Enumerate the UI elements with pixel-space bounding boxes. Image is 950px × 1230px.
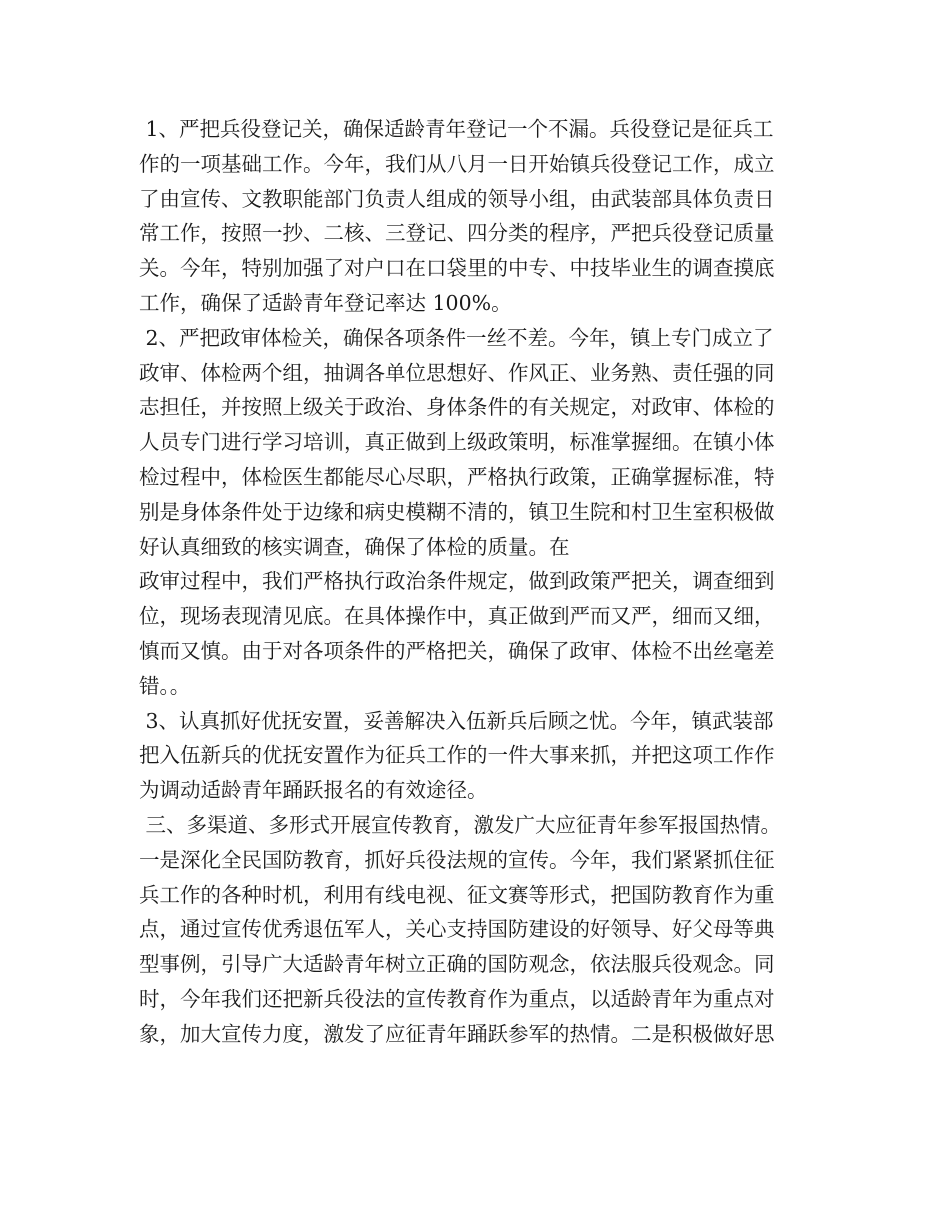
text-line: 政审过程中，我们严格执行政治条件规定，做到政策严把关，调查细到 xyxy=(139,569,775,594)
text-line: 时，今年我们还把新兵役法的宣传教育作为重点，以适龄青年为重点对 xyxy=(139,986,775,1011)
text-line: 三、多渠道、多形式开展宣传教育，激发广大应征青年参军报国热情。 xyxy=(139,812,782,837)
document-body xyxy=(139,112,819,1052)
text-line: 错。。 xyxy=(139,673,191,698)
text-line: 为调动适龄青年踊跃报名的有效途径。 xyxy=(139,778,488,803)
text-line: 型事例，引导广大适龄青年树立正确的国防观念，依法服兵役观念。同 xyxy=(139,952,775,977)
text-line: 了由宣传、文教职能部门负责人组成的领导小组，由武装部具体负责日 xyxy=(139,186,775,211)
text-line: 位，现场表现清见底。在具体操作中，真正做到严而又严，细而又细， xyxy=(139,604,775,629)
text-line: 政审、体检两个组，抽调各单位思想好、作风正、业务熟、责任强的同 xyxy=(139,360,775,385)
text-line: 点，通过宣传优秀退伍军人，关心支持国防建设的好领导、好父母等典 xyxy=(139,917,775,942)
text-line: 常工作，按照一抄、二核、三登记、四分类的程序，严把兵役登记质量 xyxy=(139,221,775,246)
text-line: 把入伍新兵的优抚安置作为征兵工作的一件大事来抓，并把这项工作作 xyxy=(139,743,775,768)
text-line: 工作，确保了适龄青年登记率达 100%。 xyxy=(139,290,512,315)
text-line: 关。今年，特别加强了对户口在口袋里的中专、中技毕业生的调查摸底 xyxy=(139,256,775,281)
text-line: 人员专门进行学习培训，真正做到上级政策明，标准掌握细。在镇小体 xyxy=(139,430,775,455)
text-line: 志担任，并按照上级关于政治、身体条件的有关规定，对政审、体检的 xyxy=(139,395,775,420)
text-line: 兵工作的各种时机，利用有线电视、征文赛等形式，把国防教育作为重 xyxy=(139,882,775,907)
text-line: 作的一项基础工作。今年，我们从八月一日开始镇兵役登记工作，成立 xyxy=(139,151,775,176)
text-line: 1、严把兵役登记关，确保适龄青年登记一个不漏。兵役登记是征兵工 xyxy=(139,117,774,141)
text-line: 慎而又慎。由于对各项条件的严格把关，确保了政审、体检不出丝毫差 xyxy=(139,638,775,663)
text-line: 象，加大宣传力度，激发了应征青年踊跃参军的热情。二是积极做好思 xyxy=(139,1021,775,1046)
text-line: 3、认真抓好优抚安置，妥善解决入伍新兵后顾之忧。今年，镇武装部 xyxy=(139,708,774,733)
text-line: 2、严把政审体检关，确保各项条件一丝不差。今年，镇上专门成立了 xyxy=(139,325,774,350)
text-line: 检过程中，体检医生都能尽心尽职，严格执行政策，正确掌握标准，特 xyxy=(139,464,775,489)
text-line: 一是深化全民国防教育，抓好兵役法规的宣传。今年，我们紧紧抓住征 xyxy=(139,847,775,872)
text-line: 好认真细致的核实调查，确保了体检的质量。在 xyxy=(139,534,570,559)
text-line: 别是身体条件处于边缘和病史模糊不清的，镇卫生院和村卫生室积极做 xyxy=(139,499,775,524)
